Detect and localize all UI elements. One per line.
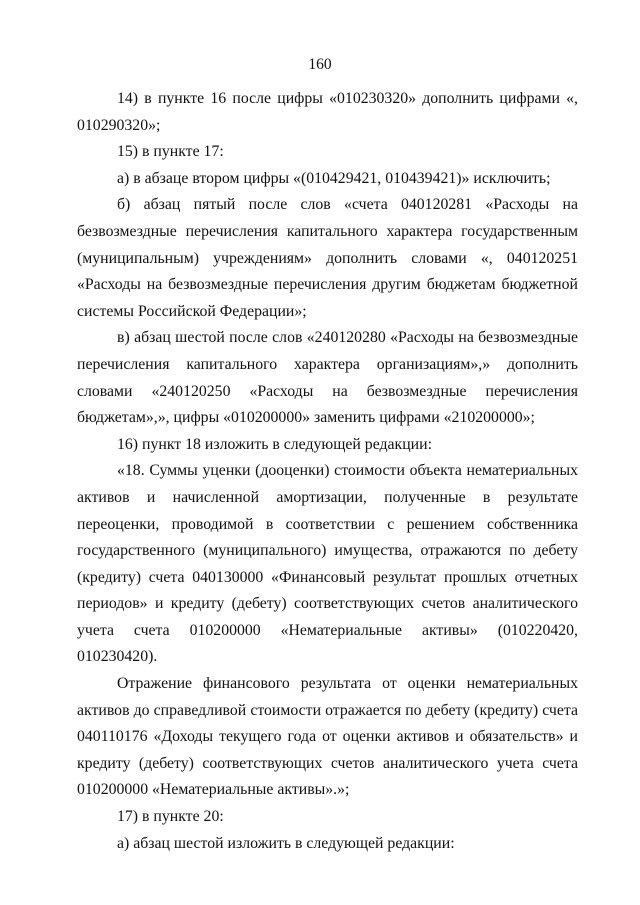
document-body bbox=[77, 86, 578, 857]
page-number: 160 bbox=[308, 56, 332, 73]
paragraph-item-15: 15) в пункте 17: bbox=[117, 143, 224, 161]
paragraph-subitem-17a: а) абзац шестой изложить в следующей редакции: bbox=[117, 834, 455, 852]
paragraph-subitem-15b: б) абзац пятый после слов «счета 040120281 «Расходы на безвозмездные перечисления капитального характера государственным (муниципальным) учреждениям» дополнить словами «, 040120251 «Расходы на безвозмездные перечисления другим бюджетам бюджетной системы Российской Федерации»; bbox=[77, 196, 578, 320]
paragraph-quote-18-continued: Отражение финансового результата от оценки нематериальных активов до справедливой стоимости отражается по дебету (кредиту) счета 040110176 «Доходы текущего года от оценки активов и обязательств» и кредиту (дебету) соответствующих счетов аналитического учета счета 010200000 «Нематериальные активы».»; bbox=[77, 675, 578, 799]
paragraph-quote-18: «18. Суммы уценки (дооценки) стоимости объекта нематериальных активов и начисленной амортизации, полученные в результате переоценки, проводимой в соответствии с решением собственника государственного (муниципального) имущества, отражаются по дебету (кредиту) счета 040130000 «Финансовый результат прошлых отчетных периодов» и кредиту (дебету) соответствующих счетов аналитического учета счета 010200000 «Нематериальные активы» (010220420, 010230420). bbox=[77, 462, 578, 666]
paragraph-item-14: 14) в пункте 16 после цифры «010230320» дополнить цифрами «, 010290320»; bbox=[77, 90, 578, 134]
paragraph-subitem-15c: в) абзац шестой после слов «240120280 «Расходы на безвозмездные перечисления капитального характера организациям»,» дополнить словами «240120250 «Расходы на безвозмездные перечисления бюджетам»,», цифры «010200000» заменить цифрами «210200000»; bbox=[77, 329, 578, 427]
paragraph-subitem-15a: а) в абзаце втором цифры «(010429421, 010439421)» исключить; bbox=[117, 169, 551, 187]
paragraph-item-17: 17) в пункте 20: bbox=[117, 808, 224, 826]
paragraph-item-16: 16) пункт 18 изложить в следующей редакции: bbox=[117, 435, 432, 453]
